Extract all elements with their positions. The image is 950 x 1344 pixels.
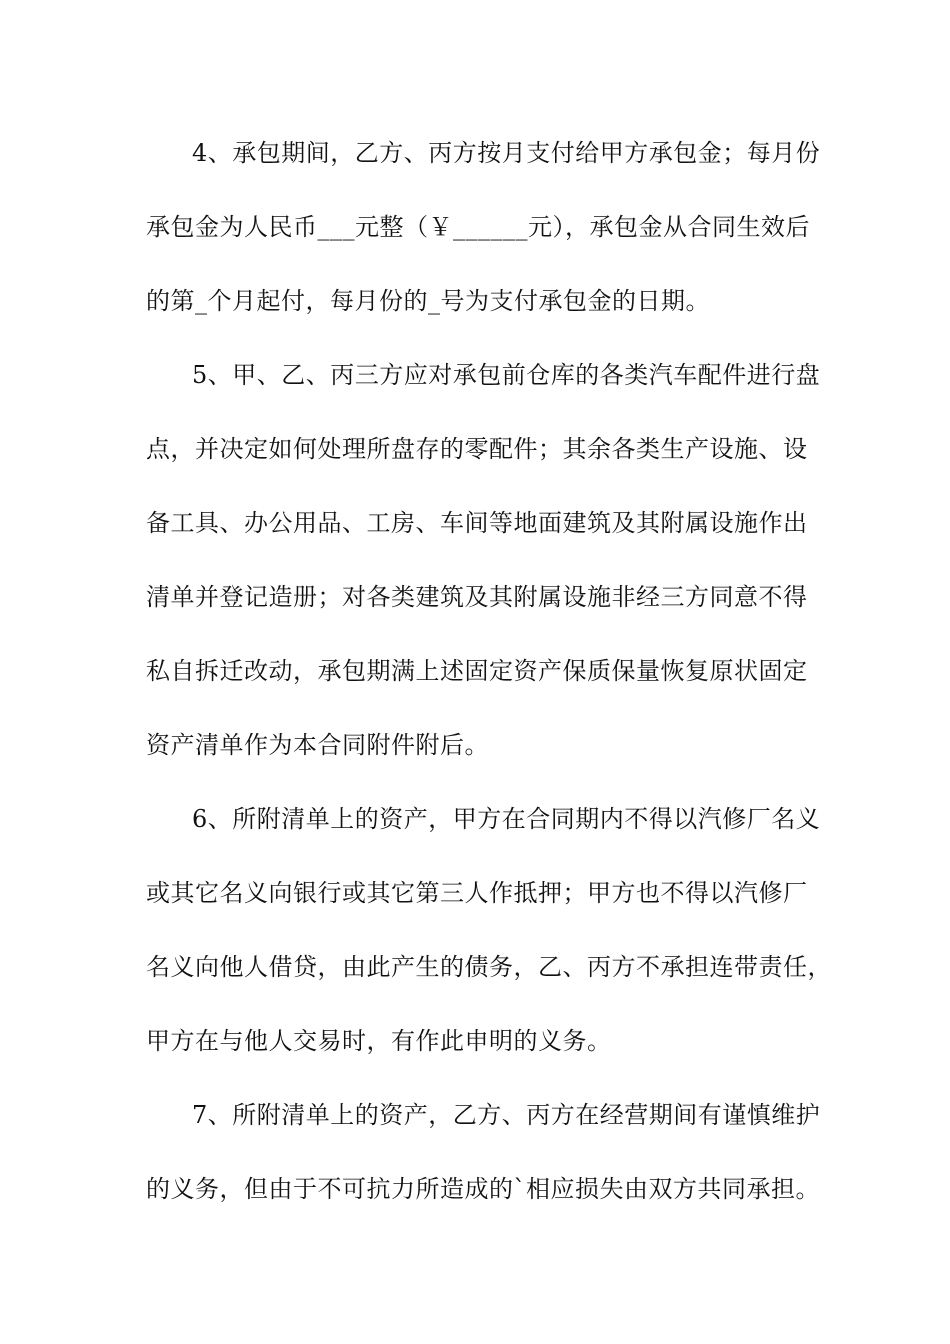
text-line: 或其它名义向银行或其它第三人作抵押；甲方也不得以汽修厂 (146, 879, 808, 907)
text-line: 承包金为人民币___元整（￥______元），承包金从合同生效后 (146, 213, 810, 241)
text-line: 资产清单作为本合同附件附后。 (146, 731, 489, 759)
text-line: 备工具、办公用品、工房、车间等地面建筑及其附属设施作出 (146, 509, 808, 537)
document-body (146, 116, 836, 1226)
text-line: 名义向他人借贷，由此产生的债务，乙、丙方不承担连带责任， (146, 953, 832, 981)
text-line: 7、所附清单上的资产，乙方、丙方在经营期间有谨慎维护 (192, 1101, 821, 1129)
text-line: 的第_个月起付，每月份的_号为支付承包金的日期。 (146, 287, 710, 315)
text-line: 的义务，但由于不可抗力所造成的`相应损失由双方共同承担。 (146, 1175, 820, 1203)
text-line: 5、甲、乙、丙三方应对承包前仓库的各类汽车配件进行盘 (192, 361, 821, 389)
text-line: 甲方在与他人交易时，有作此申明的义务。 (146, 1027, 612, 1055)
text-line: 私自拆迁改动，承包期满上述固定资产保质保量恢复原状固定 (146, 657, 808, 685)
text-line: 清单并登记造册；对各类建筑及其附属设施非经三方同意不得 (146, 583, 808, 611)
text-line: 点，并决定如何处理所盘存的零配件；其余各类生产设施、设 (146, 435, 808, 463)
text-line: 4、承包期间，乙方、丙方按月支付给甲方承包金；每月份 (192, 139, 821, 167)
text-line: 6、所附清单上的资产，甲方在合同期内不得以汽修厂名义 (192, 805, 821, 833)
